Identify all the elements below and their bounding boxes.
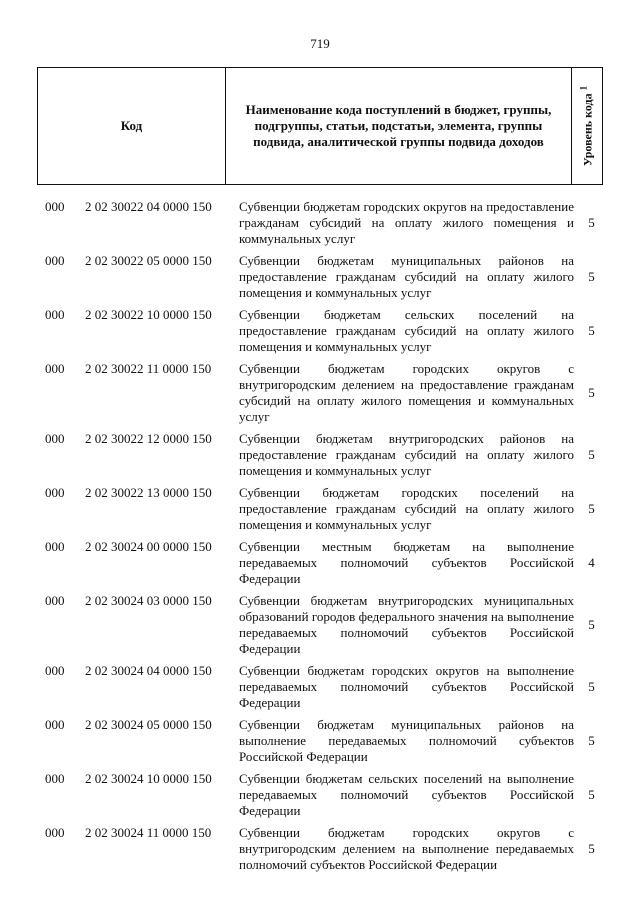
row-level: 5 [588, 679, 595, 694]
row-prefix: 000 [45, 825, 65, 840]
header-level-text [579, 86, 596, 166]
row-code: 2 02 30022 05 0000 150 [85, 253, 212, 268]
row-prefix: 000 [45, 593, 65, 608]
row-level: 5 [588, 385, 595, 400]
row-name: Субвенции местным бюджетам на выполнение передаваемых полномочий субъектов Российской Федерации [239, 539, 574, 586]
row-name: Субвенции бюджетам сельских поселений на выполнение передаваемых полномочий субъектов Российской Федерации [239, 771, 574, 818]
table-row [37, 771, 603, 819]
table-body [37, 199, 603, 879]
row-code: 2 02 30024 03 0000 150 [85, 593, 212, 608]
row-code: 2 02 30022 11 0000 150 [85, 361, 212, 376]
row-level: 5 [588, 787, 595, 802]
row-code: 2 02 30024 10 0000 150 [85, 771, 212, 786]
table-row [37, 431, 603, 479]
table-row [37, 485, 603, 533]
table-row [37, 539, 603, 587]
row-name: Субвенции бюджетам городских округов с внутригородским делением на предоставление гражданам субсидий на оплату жилого помещения и коммунальных услуг [239, 361, 574, 424]
table-row [37, 593, 603, 657]
table-row [37, 253, 603, 301]
row-prefix: 000 [45, 199, 65, 214]
table-row [37, 717, 603, 765]
row-code: 2 02 30022 10 0000 150 [85, 307, 212, 322]
page-number: 719 [310, 36, 330, 51]
row-name: Субвенции бюджетам муниципальных районов на выполнение передаваемых полномочий субъектов Российской Федерации [239, 717, 574, 764]
row-prefix: 000 [45, 771, 65, 786]
header-code: Код [38, 68, 226, 184]
row-code: 2 02 30024 11 0000 150 [85, 825, 212, 840]
row-code: 2 02 30024 05 0000 150 [85, 717, 212, 732]
row-level: 5 [588, 269, 595, 284]
row-level: 5 [588, 501, 595, 516]
row-prefix: 000 [45, 485, 65, 500]
header-level-footnote: 1 [578, 85, 589, 91]
row-prefix: 000 [45, 253, 65, 268]
row-code: 2 02 30024 04 0000 150 [85, 663, 212, 678]
row-prefix: 000 [45, 431, 65, 446]
row-name: Субвенции бюджетам внутригородских районов на предоставление гражданам субсидий на оплату жилого помещения и коммунальных услуг [239, 431, 574, 478]
row-name: Субвенции бюджетам городских поселений на предоставление гражданам субсидий на оплату жилого помещения и коммунальных услуг [239, 485, 574, 532]
header-name: Наименование кода поступлений в бюджет, группы, подгруппы, статьи, подстатьи, элемента, группы подвида, аналитической группы подвида доходов [226, 68, 572, 184]
row-prefix: 000 [45, 307, 65, 322]
row-level: 5 [588, 447, 595, 462]
row-level: 5 [588, 841, 595, 856]
table-row [37, 361, 603, 425]
row-prefix: 000 [45, 717, 65, 732]
table-row [37, 307, 603, 355]
row-code: 2 02 30022 12 0000 150 [85, 431, 212, 446]
row-code: 2 02 30022 13 0000 150 [85, 485, 212, 500]
row-code: 2 02 30024 00 0000 150 [85, 539, 212, 554]
row-name: Субвенции бюджетам внутригородских муниципальных образований городов федерального значения на выполнение передаваемых полномочий субъектов Российской Федерации [239, 593, 574, 656]
row-prefix: 000 [45, 539, 65, 554]
row-level: 5 [588, 617, 595, 632]
row-prefix: 000 [45, 663, 65, 678]
row-name: Субвенции бюджетам сельских поселений на предоставление гражданам субсидий на оплату жилого помещения и коммунальных услуг [239, 307, 574, 354]
row-name: Субвенции бюджетам городских округов на выполнение передаваемых полномочий субъектов Российской Федерации [239, 663, 574, 710]
row-code: 2 02 30022 04 0000 150 [85, 199, 212, 214]
row-level: 5 [588, 733, 595, 748]
row-name: Субвенции бюджетам городских округов с внутригородским делением на выполнение передаваемых полномочий субъектов Российской Федерации [239, 825, 574, 872]
table-row [37, 199, 603, 247]
row-level: 4 [588, 555, 595, 570]
table-row [37, 825, 603, 873]
header-level-label: Уровень кода [580, 93, 595, 167]
table-header [37, 67, 603, 185]
header-level [572, 68, 602, 184]
row-level: 5 [588, 323, 595, 338]
table-row [37, 663, 603, 711]
row-prefix: 000 [45, 361, 65, 376]
row-name: Субвенции бюджетам городских округов на предоставление гражданам субсидий на оплату жилого помещения и коммунальных услуг [239, 199, 574, 246]
row-name: Субвенции бюджетам муниципальных районов на предоставление гражданам субсидий на оплату жилого помещения и коммунальных услуг [239, 253, 574, 300]
row-level: 5 [588, 215, 595, 230]
